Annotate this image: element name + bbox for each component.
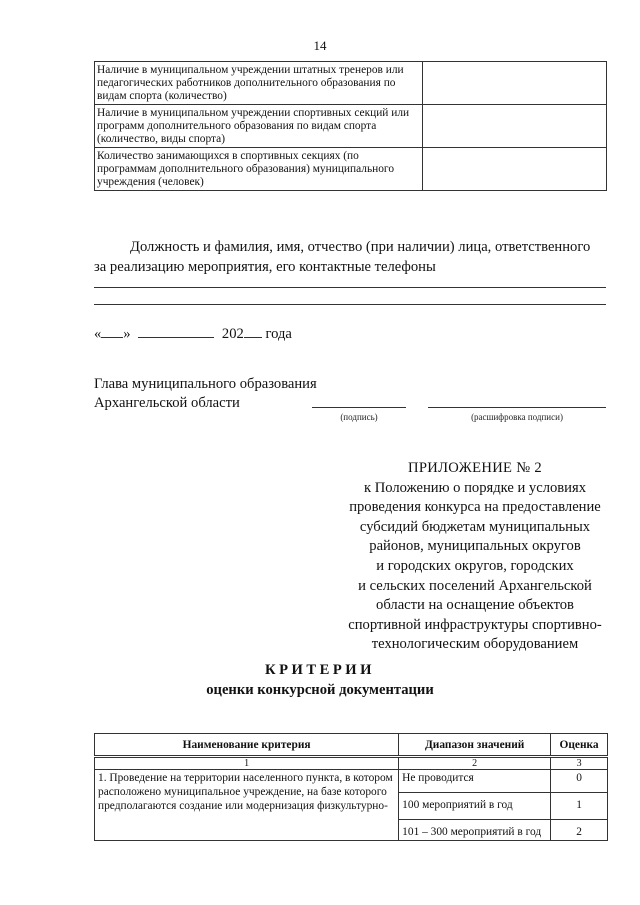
close-quote: » xyxy=(123,326,131,342)
range-value: Не проводится xyxy=(399,770,551,793)
responsible-person-paragraph xyxy=(94,237,614,277)
year-suffix: года xyxy=(265,326,292,342)
column-header-range: Диапазон значений xyxy=(399,734,551,757)
column-header-score: Оценка xyxy=(551,734,608,757)
table-row xyxy=(95,62,607,105)
responsible-line-2: за реализацию мероприятия, его контактные телефоны xyxy=(94,259,436,275)
appendix-line: и городских округов, городских xyxy=(376,557,574,574)
indicator-label: Количество занимающихся в спортивных секциях (по программам дополнительного образования) муниципального учреждения (человек) xyxy=(95,148,423,191)
score-value: 0 xyxy=(551,770,608,793)
signatory-title xyxy=(94,375,317,413)
appendix-line: области на оснащение объектов xyxy=(376,597,574,614)
indicator-label: Наличие в муниципальном учреждении спортивных секций или программ дополнительного образования по видам спорта (количество, виды спорта) xyxy=(95,105,423,148)
year-prefix: 202 xyxy=(221,326,244,342)
indicators-table xyxy=(94,61,607,191)
decoding-line xyxy=(428,407,606,408)
table-row xyxy=(95,105,607,148)
signatory-title-line-1: Глава муниципального образования xyxy=(94,376,317,392)
criterion-text: 1. Проведение на территории населенного пункта, в котором расположено муниципальное учреждение, на базе которого предполагаются создание или модернизация физкультурно- xyxy=(95,770,399,841)
appendix-line: субсидий бюджетам муниципальных xyxy=(359,518,591,535)
responsible-line-1: Должность и фамилия, имя, отчество (при наличии) лица, ответственного xyxy=(130,239,591,255)
signatory-title-line-2: Архангельской области xyxy=(94,395,240,411)
open-quote: « xyxy=(94,326,102,342)
column-number-row xyxy=(95,757,608,770)
appendix-line: к Положению о порядке и условиях xyxy=(364,479,586,496)
appendix-line: и сельских поселений Архангельской xyxy=(358,577,592,594)
column-number: 2 xyxy=(399,757,551,770)
indicator-label: Наличие в муниципальном учреждении штатных тренеров или педагогических работников дополнительного образования по видам спорта (количество) xyxy=(95,62,423,105)
column-number: 3 xyxy=(551,757,608,770)
appendix-title: ПРИЛОЖЕНИЕ № 2 xyxy=(408,460,542,476)
signature-caption: (подпись) xyxy=(340,412,378,422)
range-value: 101 – 300 мероприятий в год xyxy=(399,820,551,841)
date-line xyxy=(94,323,292,343)
page-number: 14 xyxy=(313,38,327,53)
appendix-line: спортивной инфраструктуры спортивно- xyxy=(348,616,602,633)
indicator-value xyxy=(423,105,607,148)
year-blank xyxy=(244,323,262,338)
appendix-line: проведения конкурса на предоставление xyxy=(349,499,601,516)
range-value: 100 мероприятий в год xyxy=(399,793,551,820)
fill-in-line xyxy=(94,304,606,305)
appendix-line: районов, муниципальных округов xyxy=(369,538,581,555)
criteria-subtitle: оценки конкурсной документации xyxy=(206,682,434,698)
appendix-line: технологическим оборудованием xyxy=(371,636,579,653)
signature-line xyxy=(312,407,406,408)
criteria-table xyxy=(94,733,608,841)
indicator-value xyxy=(423,62,607,105)
appendix-header xyxy=(330,459,620,655)
table-row xyxy=(95,770,608,793)
day-blank xyxy=(101,323,123,338)
table-header-row xyxy=(95,734,608,757)
table-row xyxy=(95,148,607,191)
fill-in-line xyxy=(94,287,606,288)
score-value: 1 xyxy=(551,793,608,820)
column-header-criterion: Наименование критерия xyxy=(95,734,399,757)
score-value: 2 xyxy=(551,820,608,841)
criteria-title: КРИТЕРИИ xyxy=(265,662,375,678)
decoding-caption: (расшифровка подписи) xyxy=(471,412,563,422)
month-blank xyxy=(138,323,214,338)
indicator-value xyxy=(423,148,607,191)
column-number: 1 xyxy=(95,757,399,770)
